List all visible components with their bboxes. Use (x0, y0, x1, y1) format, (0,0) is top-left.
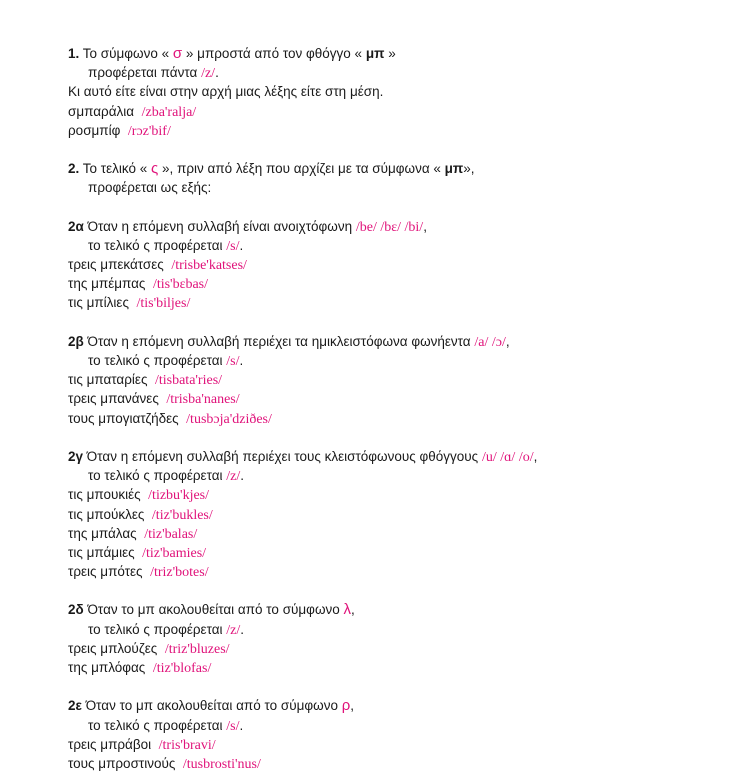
text: το τελικό ς προφέρεται (88, 237, 223, 253)
text: το τελικό ς προφέρεται (88, 621, 223, 637)
example-ipa: /triz'botes/ (150, 565, 209, 581)
text: Όταν το μπ ακολουθείται από το σύμφωνο (85, 698, 338, 714)
text: . (240, 621, 245, 637)
section-1-line-3: Κι αυτό είτε είναι στην αρχή μιας λέξης είτε στη μέση. (68, 84, 384, 100)
example-row (68, 505, 708, 524)
section-2b-line-2 (68, 351, 708, 370)
example-ipa: /tiz'bukles/ (151, 507, 213, 523)
example-row (68, 658, 708, 677)
consonant-symbol: ρ (341, 697, 351, 715)
example-ipa: /tris'bravi/ (158, 737, 216, 753)
ipa-transcription: /be/ /bɛ/ /bi/ (355, 219, 424, 235)
text: , (505, 333, 510, 349)
example-ipa: /tizbu'kjes/ (148, 488, 210, 504)
section-number: 2α (68, 218, 84, 234)
example-word: τους μπογιατζήδες (68, 410, 179, 426)
bold-mp: μπ (444, 161, 464, 177)
text: προφέρεται πάντα (88, 65, 198, 81)
ipa-transcription: /z/ (226, 622, 241, 638)
example-word: τις μπάμιες (68, 544, 135, 560)
section-2e-line-2 (68, 716, 708, 735)
example-ipa: /tiz'balas/ (144, 526, 198, 542)
section-2c-line-2 (68, 466, 708, 485)
spacer (68, 677, 708, 696)
example-row (68, 102, 708, 121)
example-word: τις μπουκιές (68, 487, 141, 503)
spacer (68, 313, 708, 332)
consonant-symbol: ς (151, 160, 159, 178)
example-row (68, 370, 708, 389)
ipa-transcription: /s/ (226, 718, 240, 734)
ipa-transcription: /s/ (226, 238, 240, 254)
section-2d-heading (68, 600, 708, 619)
example-row (68, 524, 708, 543)
ipa-transcription: /s/ (226, 354, 240, 369)
example-word: τρεις μπανάνες (68, 391, 159, 407)
example-word: τις μπίλιες (68, 295, 129, 311)
spacer (68, 198, 708, 217)
example-row (68, 543, 708, 562)
example-word: της μπάλας (68, 525, 137, 541)
example-word: τους μπροστινούς (68, 755, 176, 771)
example-word: τρεις μπότες (68, 564, 143, 580)
section-number: 2. (68, 161, 80, 177)
example-word: ροσμπίφ (68, 122, 121, 138)
section-number: 2ε (68, 698, 82, 714)
section-1-line-2 (68, 63, 708, 82)
section-2-line-2: προφέρεται ως εξής: (88, 180, 212, 196)
text: . (239, 353, 244, 368)
example-row (68, 754, 708, 773)
text: το τελικό ς προφέρεται (88, 353, 223, 368)
text: Όταν η επόμενη συλλαβή περιέχει τους κλειστόφωνους φθόγγους (86, 448, 479, 464)
example-ipa: /tusbɔja'dziðes/ (186, 411, 272, 427)
section-2-heading (68, 159, 708, 178)
text: , (533, 448, 538, 464)
text: » μπροστά από τον φθόγγο « (185, 46, 363, 61)
section-2c-heading (68, 447, 708, 466)
text: Όταν η επόμενη συλλαβή είναι ανοιχτόφωνη (87, 218, 353, 234)
text: », (463, 161, 475, 177)
example-word: τις μπαταρίες (68, 372, 148, 388)
example-row (68, 639, 708, 658)
text: , (351, 602, 355, 618)
example-row (68, 562, 708, 581)
text: » (388, 46, 396, 61)
spacer (68, 140, 708, 159)
section-2e-heading (68, 696, 708, 715)
example-row (68, 274, 708, 293)
example-row (68, 389, 708, 408)
section-2a-line-2 (68, 236, 708, 255)
example-word: της μπέμπας (68, 276, 146, 292)
example-word: τρεις μπεκάτσες (68, 257, 164, 273)
text: Το τελικό « (82, 161, 148, 177)
example-word: τρεις μπράβοι (68, 736, 152, 752)
spacer (68, 581, 708, 600)
section-2d-line-2 (68, 620, 708, 639)
example-ipa: /rɔz'bif/ (127, 123, 171, 139)
section-number: 2δ (68, 602, 84, 618)
bold-mp: μπ (365, 46, 385, 61)
example-ipa: /tusbrosti'nus/ (182, 756, 261, 772)
section-2b-heading (68, 332, 708, 351)
example-ipa: /tisbata'ries/ (154, 373, 223, 389)
text: . (215, 65, 219, 81)
consonant-symbol: σ (172, 45, 183, 62)
section-number: 2β (68, 333, 84, 349)
text: το τελικό ς προφέρεται (88, 717, 223, 733)
text: , (350, 698, 355, 714)
section-number: 1. (68, 46, 80, 61)
example-ipa: /tis'bɛbas/ (152, 277, 209, 293)
example-ipa: /trisba'nanes/ (166, 392, 240, 408)
spacer (68, 428, 708, 447)
example-word: της μπλόφας (68, 660, 146, 675)
example-row (68, 735, 708, 754)
example-ipa: /trisbe'katses/ (171, 258, 247, 274)
ipa-transcription: /u/ /ɑ/ /o/ (481, 449, 534, 465)
text: . (239, 717, 244, 733)
ipa-transcription: /z/ (201, 66, 216, 82)
text: Το σύμφωνο « (82, 46, 170, 61)
example-row (68, 485, 708, 504)
example-ipa: /zba'ralja/ (141, 104, 197, 120)
example-ipa: /triz'bluzes/ (164, 641, 230, 657)
example-word: σμπαράλια (68, 103, 135, 119)
section-2a-heading (68, 217, 708, 236)
document-body (68, 44, 708, 773)
example-ipa: /tis'biljes/ (136, 296, 191, 312)
text: Όταν η επόμενη συλλαβή περιέχει τα ημικλειστόφωνα φωνήεντα (87, 333, 471, 349)
example-ipa: /tiz'blofas/ (152, 661, 212, 676)
example-ipa: /tiz'bamies/ (142, 545, 207, 561)
section-1-heading (68, 44, 708, 63)
example-word: τις μπούκλες (68, 506, 145, 522)
ipa-transcription: /z/ (226, 469, 241, 485)
example-row (68, 121, 708, 140)
text: , (423, 218, 427, 234)
text: . (240, 468, 245, 484)
text: Όταν το μπ ακολουθείται από το σύμφωνο (87, 602, 340, 618)
text: . (239, 237, 244, 253)
consonant-symbol: λ (343, 601, 352, 619)
section-number: 2γ (68, 448, 84, 464)
example-word: τρεις μπλούζες (68, 640, 158, 656)
example-row (68, 255, 708, 274)
text: », πριν από λέξη που αρχίζει με τα σύμφωνα « (162, 161, 441, 177)
example-row (68, 409, 708, 428)
text: το τελικό ς προφέρεται (88, 468, 223, 484)
example-row (68, 293, 708, 312)
ipa-transcription: /a/ /ɔ/ (474, 334, 506, 350)
